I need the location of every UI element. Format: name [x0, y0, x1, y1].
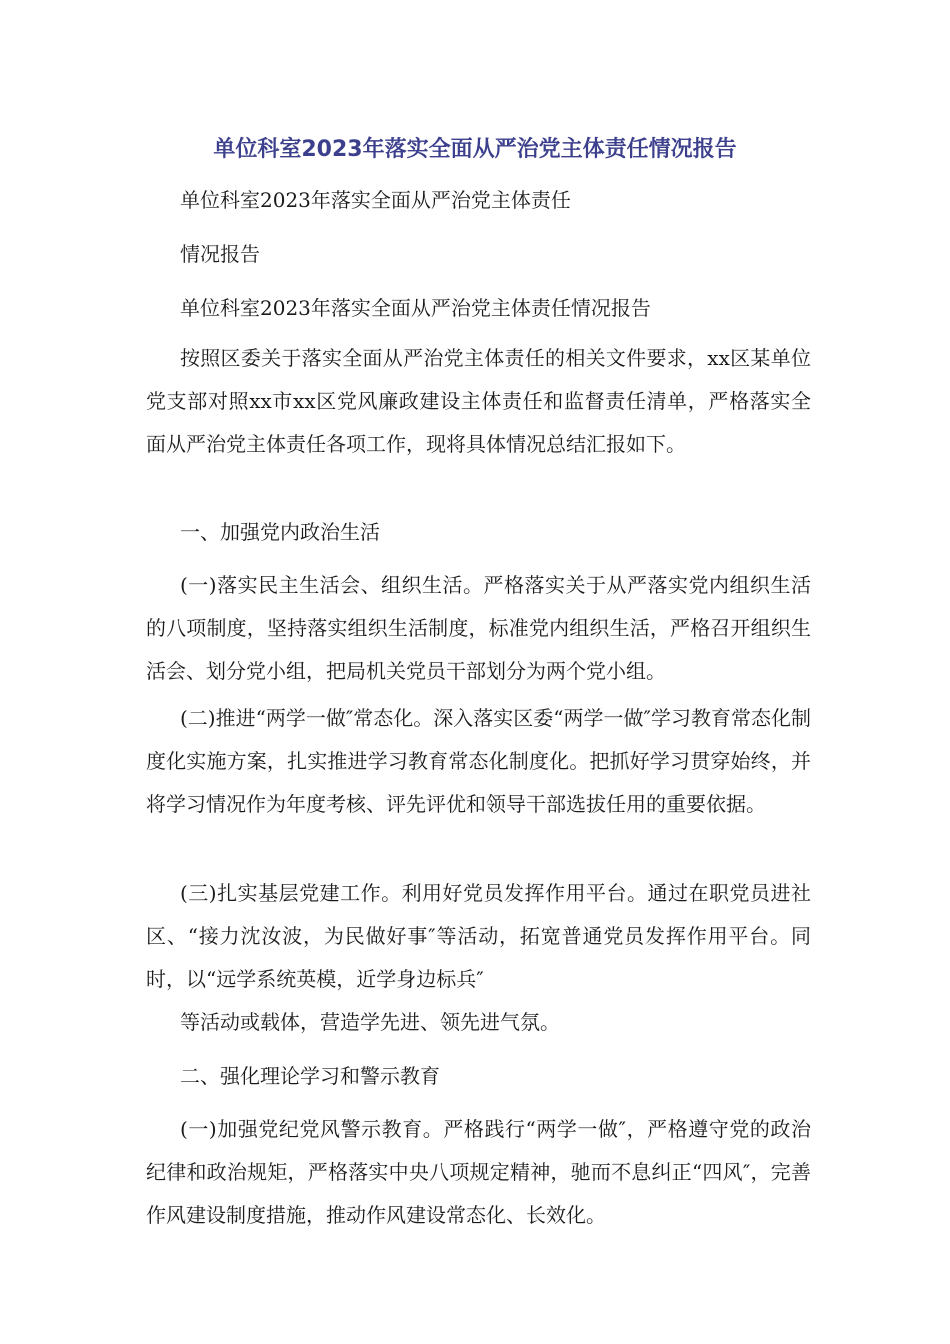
section-1-item-2: (二)推进“两学一做″常态化。深入落实区委“两学一做″学习教育常态化制度化实施方案，扎实推进学习教育常态化制度化。把抓好学习贯穿始终，并将学习情况作为年度考核、评先评优和领导干部选拔任用的重要依据。: [146, 706, 811, 816]
section-2-item-1: (一)加强党纪党风警示教育。严格践行“两学一做″，严格遵守党的政治纪律和政治规矩，严格落实中央八项规定精神，驰而不息纠正“四风″，完善作风建设制度措施，推动作风建设常态化、长效化。: [146, 1117, 811, 1227]
subtitle-repeat: 单位科室2023年落实全面从严治党主体责任情况报告: [180, 296, 651, 320]
subtitle-line-1: 单位科室2023年落实全面从严治党主体责任: [180, 188, 571, 212]
subtitle-line-2: 情况报告: [180, 242, 260, 266]
section-1-item-3-continued: 等活动或载体，营造学先进、领先进气氛。: [180, 1010, 560, 1034]
document-title: 单位科室2023年落实全面从严治党主体责任情况报告: [213, 137, 737, 162]
section-1-item-1: (一)落实民主生活会、组织生活。严格落实关于从严落实党内组织生活的八项制度，坚持落实组织生活制度，标准党内组织生活，严格召开组织生活会、划分党小组，把局机关党员干部划分为两个党小组。: [146, 573, 811, 683]
intro-paragraph: 按照区委关于落实全面从严治党主体责任的相关文件要求，xx区某单位党支部对照xx市xx区党风廉政建设主体责任和监督责任清单，严格落实全面从严治党主体责任各项工作，现将具体情况总结汇报如下。: [146, 346, 811, 456]
section-1-heading: 一、加强党内政治生活: [180, 520, 380, 544]
section-2-heading: 二、强化理论学习和警示教育: [180, 1064, 440, 1088]
section-1-item-3: (三)扎实基层党建工作。利用好党员发挥作用平台。通过在职党员进社区、“接力沈汝波，为民做好事″等活动，拓宽普通党员发挥作用平台。同时，以“远学系统英模，近学身边标兵″: [146, 881, 811, 991]
